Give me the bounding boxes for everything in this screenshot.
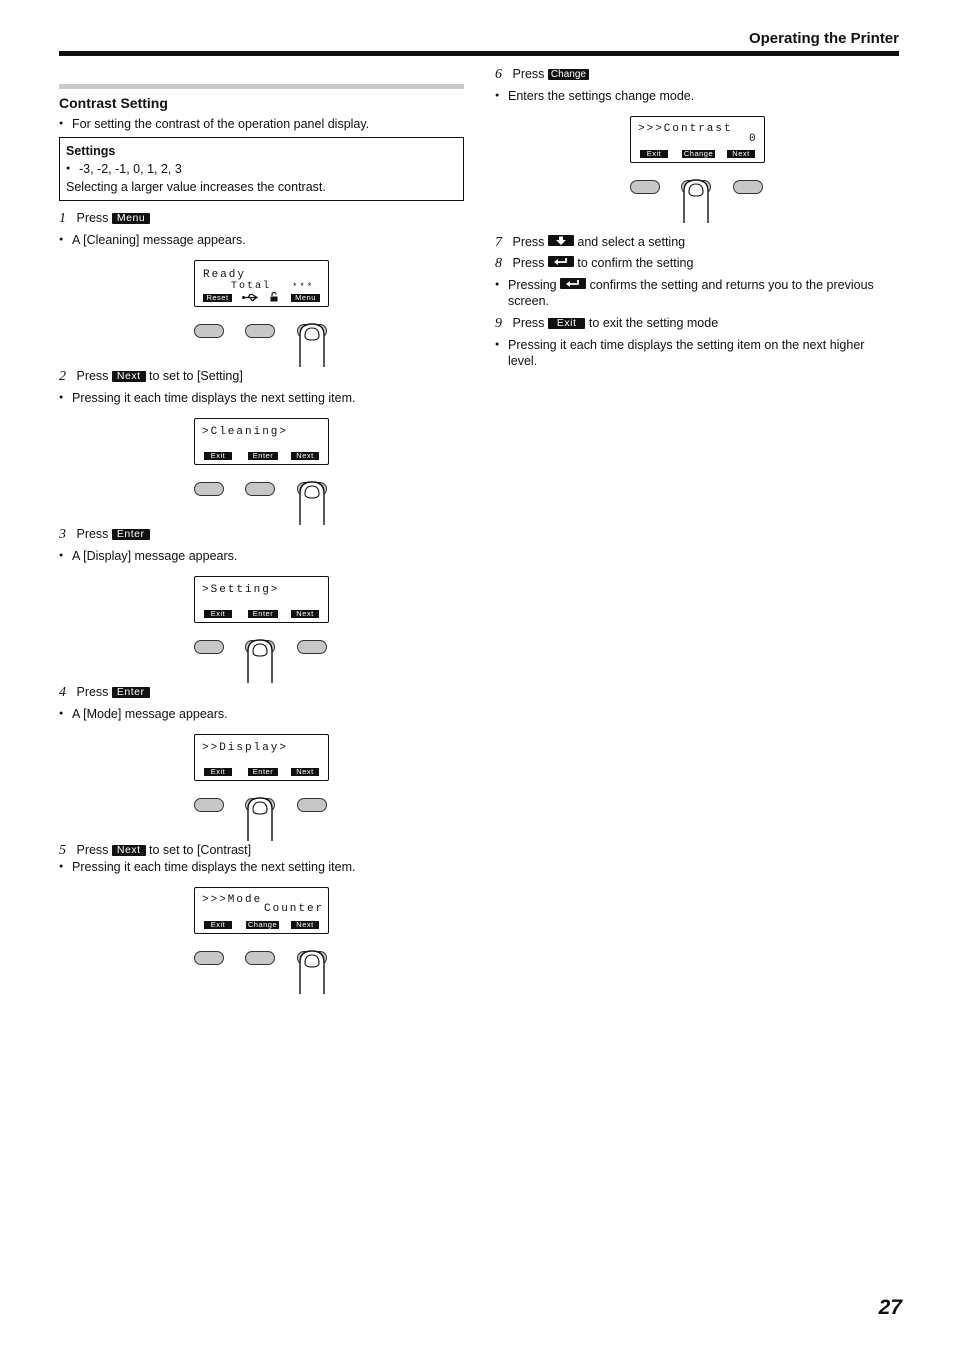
step-press: Press (512, 316, 545, 330)
left-column (59, 84, 464, 987)
lcd-line-2: Counter (264, 903, 325, 915)
softkey-next: Next (291, 921, 319, 929)
intro-bullet: ● For setting the contrast of the operation panel display. (59, 116, 464, 132)
softkey-exit: Exit (204, 768, 232, 776)
step-3 (59, 526, 464, 543)
enter-key: Enter (112, 529, 150, 540)
down-arrow-icon (548, 235, 574, 246)
step-press: Press (76, 685, 109, 699)
unlock-icon (270, 292, 278, 302)
softkey-reset: Reset (203, 294, 232, 302)
finger-press-icon (244, 797, 276, 841)
panel-button-middle (245, 482, 275, 496)
step-4 (59, 684, 464, 701)
step-9-note: ● Pressing it each time displays the setting item on the next higher level. (495, 337, 895, 369)
enter-return-icon (548, 256, 574, 267)
lcd-line-1: >>>Mode (202, 894, 263, 906)
enter-key (560, 278, 586, 289)
step-number: 3 (59, 527, 66, 542)
step-number: 6 (495, 67, 502, 82)
finger-press-icon (296, 323, 328, 367)
step-1 (59, 210, 464, 227)
softkey-next: Next (727, 150, 755, 158)
panel-button-left (194, 951, 224, 965)
step-number: 9 (495, 316, 502, 331)
lcd-line-1: >>Display> (202, 742, 289, 754)
change-key: Change (548, 69, 589, 80)
step-text: to set to [Contrast] (149, 843, 252, 857)
softkey-next: Next (291, 768, 319, 776)
lcd-display (194, 734, 329, 781)
usb-icon (242, 293, 260, 302)
softkey-menu: Menu (291, 294, 320, 302)
softkey-exit: Exit (640, 150, 668, 158)
settings-title: Settings (66, 144, 116, 158)
softkey-enter: Enter (248, 610, 278, 618)
panel-figure-6 (630, 116, 770, 216)
step-text: to set to [Setting] (149, 369, 243, 383)
section-title: Contrast Setting (59, 95, 168, 111)
lcd-display (194, 576, 329, 623)
step-3-note: ● A [Display] message appears. (59, 548, 464, 564)
softkey-exit: Exit (204, 610, 232, 618)
menu-key: Menu (112, 213, 150, 224)
step-8-note-pre: Pressing (508, 278, 557, 292)
panel-button-left (194, 482, 224, 496)
next-key: Next (112, 371, 146, 382)
down-arrow-key (548, 235, 574, 246)
enter-key (548, 256, 574, 267)
softkey-next: Next (291, 452, 319, 460)
settings-note: Selecting a larger value increases the contrast. (66, 180, 326, 194)
step-2-note: ● Pressing it each time displays the next setting item. (59, 390, 464, 406)
step-9 (495, 315, 895, 332)
panel-button-right (297, 798, 327, 812)
step-6-note: ● Enters the settings change mode. (495, 88, 895, 104)
right-column (495, 66, 895, 369)
section-rule (59, 84, 464, 89)
lcd-line-1: >Cleaning> (202, 426, 289, 438)
lcd-line-1: Ready (203, 269, 247, 281)
step-number: 5 (59, 843, 66, 858)
softkey-enter: Enter (248, 452, 278, 460)
step-press: Press (512, 256, 545, 270)
panel-button-middle (245, 951, 275, 965)
step-1-note: ● A [Cleaning] message appears. (59, 232, 464, 248)
lcd-contrast-value: 0 (749, 133, 758, 145)
finger-press-icon (244, 639, 276, 683)
panel-figure-3 (194, 576, 334, 676)
step-text: to confirm the setting (577, 256, 694, 270)
step-press: Press (76, 527, 109, 541)
step-2 (59, 368, 464, 385)
step-press: Press (512, 235, 545, 249)
step-press: Press (76, 843, 109, 857)
step-5-note: ● Pressing it each time displays the next setting item. (59, 859, 464, 875)
page-header-title: Operating the Printer (748, 30, 899, 47)
softkey-exit: Exit (204, 452, 232, 460)
step-text: and select a setting (577, 235, 686, 249)
panel-figure-5 (194, 887, 334, 987)
next-key: Next (112, 845, 146, 856)
settings-values: ● -3, -2, -1, 0, 1, 2, 3 (66, 160, 457, 178)
step-text: to exit the setting mode (588, 316, 719, 330)
step-4-note: ● A [Mode] message appears. (59, 706, 464, 722)
panel-button-middle (245, 324, 275, 338)
step-number: 7 (495, 235, 502, 250)
panel-figure-1 (194, 260, 334, 360)
exit-key: Exit (548, 318, 586, 329)
step-6 (495, 66, 895, 83)
lcd-display (194, 260, 329, 307)
step-number: 2 (59, 369, 66, 384)
softkey-change: Change (247, 920, 278, 929)
panel-button-left (194, 324, 224, 338)
panel-figure-2 (194, 418, 334, 518)
enter-return-icon (560, 278, 586, 289)
panel-button-left (194, 640, 224, 654)
lcd-line-1: >Setting> (202, 584, 280, 596)
step-number: 1 (59, 211, 66, 226)
panel-button-left (194, 798, 224, 812)
step-number: 4 (59, 685, 66, 700)
step-5 (59, 842, 464, 859)
softkey-exit: Exit (204, 921, 232, 929)
enter-key: Enter (112, 687, 150, 698)
softkey-enter: Enter (248, 768, 278, 776)
finger-press-icon (680, 179, 712, 223)
finger-press-icon (296, 481, 328, 525)
panel-button-right (733, 180, 763, 194)
panel-figure-4 (194, 734, 334, 834)
softkey-next: Next (291, 610, 319, 618)
softkey-change: Change (683, 149, 714, 158)
step-number: 8 (495, 256, 502, 271)
settings-box (59, 137, 464, 201)
lcd-stars: *** (292, 282, 315, 292)
step-press: Press (76, 211, 109, 225)
step-press: Press (512, 67, 545, 81)
step-press: Press (76, 369, 109, 383)
lcd-display (194, 887, 329, 934)
step-8-note (495, 277, 895, 309)
panel-button-right (297, 640, 327, 654)
step-8 (495, 255, 895, 272)
step-7 (495, 234, 895, 251)
lcd-display (630, 116, 765, 163)
lcd-line-2: Total (231, 281, 272, 292)
header-rule (59, 51, 899, 56)
page-number: 27 (878, 1296, 902, 1319)
lcd-line-1: >>>Contrast (638, 123, 733, 135)
step-8-note-post: confirms the setting and returns you to the previous screen. (508, 278, 874, 308)
finger-press-icon (296, 950, 328, 994)
lcd-display (194, 418, 329, 465)
panel-button-left (630, 180, 660, 194)
